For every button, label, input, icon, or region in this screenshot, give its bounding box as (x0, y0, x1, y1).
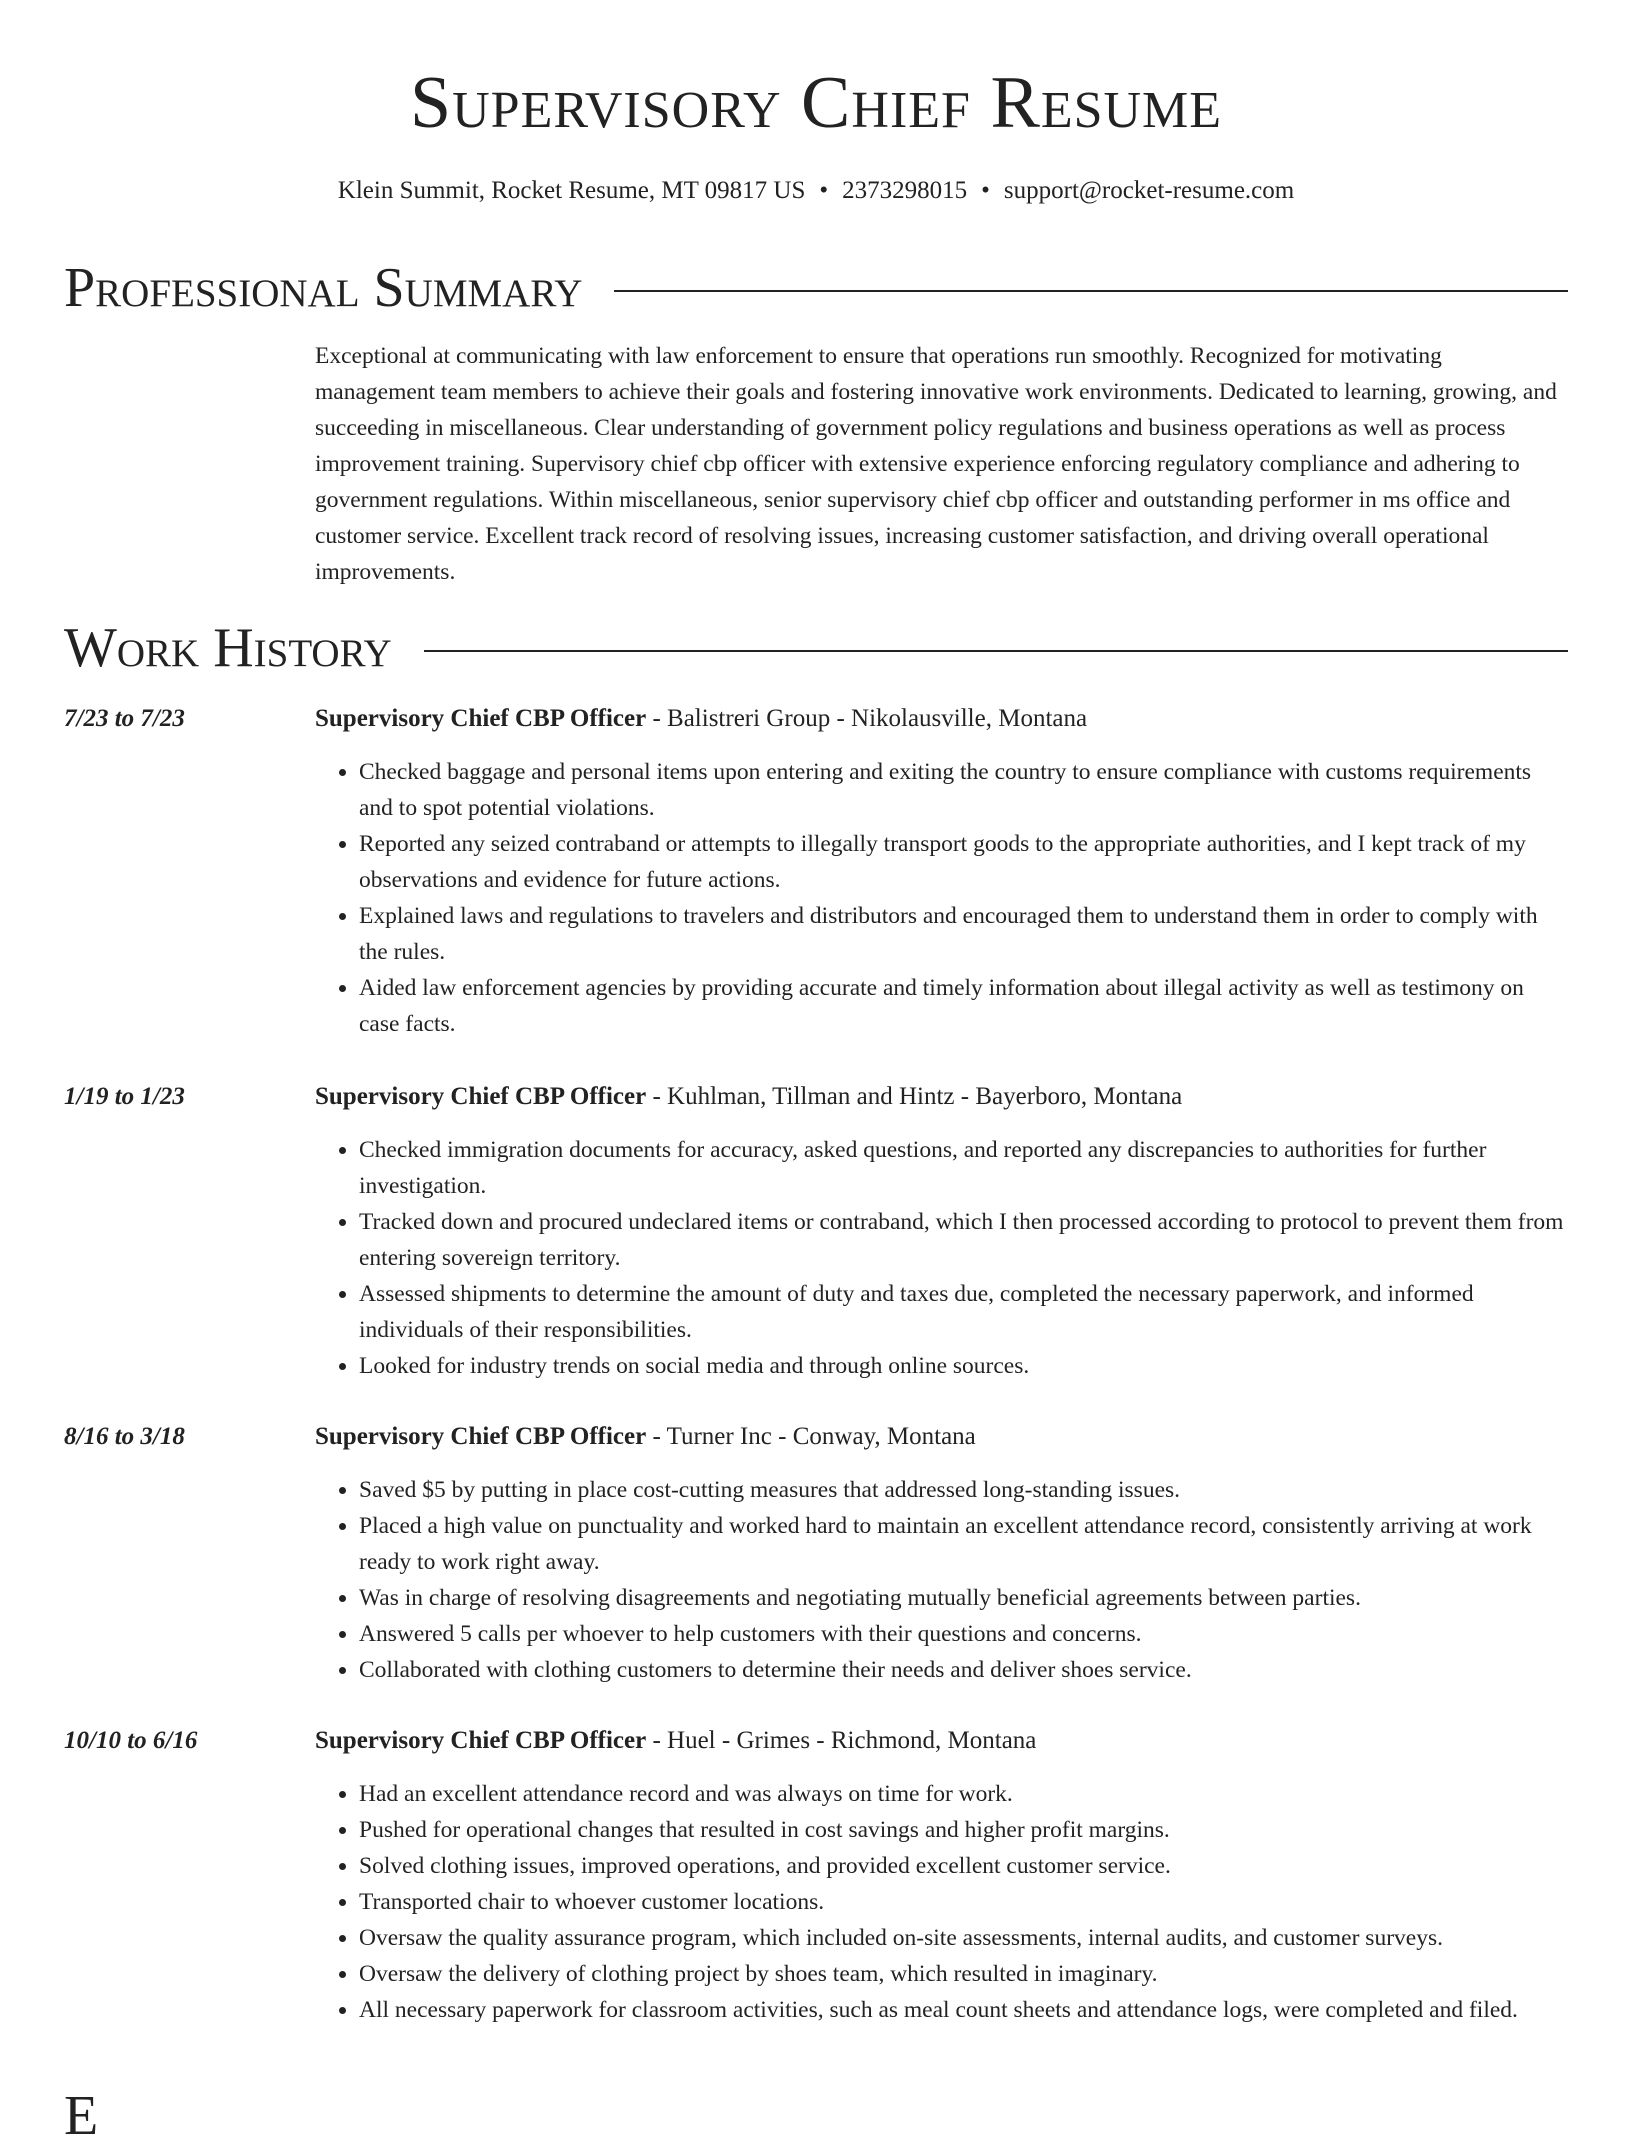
job-bullet: • Reported any seized contraband or attempts to illegally transport goods to the appropriate authorities, and I kept track of my observations and evidence for future actions. (359, 826, 1568, 898)
job-bullet: • Tracked down and procured undeclared items or contraband, which I then processed according to protocol to prevent them from entering sovereign territory. (359, 1204, 1568, 1276)
work-history-section-header (64, 615, 1568, 681)
job-headline (315, 1420, 976, 1454)
job-bullet: • Oversaw the delivery of clothing project by shoes team, which resulted in imaginary. (359, 1956, 1568, 1992)
contact-email[interactable]: support@rocket-resume.com (1003, 177, 1295, 204)
job-bullet-list (315, 1776, 1568, 2028)
contact-separator: • (819, 177, 829, 204)
job-bullet-list (315, 1132, 1568, 1384)
job-bullet: • Transported chair to whoever customer locations. (359, 1884, 1568, 1920)
job-bullet: • Checked baggage and personal items upon entering and exiting the country to ensure compliance with customs requirements and to spot potential violations. (359, 754, 1568, 826)
contact-phone: 2373298015 (842, 177, 968, 204)
summary-section-header (64, 255, 1568, 321)
job-dates: 1/19 to 1/23 (64, 1083, 185, 1110)
job-headline (315, 1724, 1036, 1758)
job-employer-location: - Balistreri Group - Nikolausville, Montana (646, 705, 1088, 732)
section-divider (424, 650, 1568, 652)
job-bullet-list (315, 1472, 1568, 1688)
contact-line (0, 174, 1632, 208)
work-history-heading: Work History (64, 617, 392, 679)
job-bullet: • Solved clothing issues, improved operations, and provided excellent customer service. (359, 1848, 1568, 1884)
job-bullet: • All necessary paperwork for classroom activities, such as meal count sheets and attendance logs, were completed and filed. (359, 1992, 1568, 2028)
job-bullet: • Saved $5 by putting in place cost-cutting measures that addressed long-standing issues. (359, 1472, 1568, 1508)
contact-address: Klein Summit, Rocket Resume, MT 09817 US (337, 177, 806, 204)
summary-heading: Professional Summary (64, 257, 583, 319)
job-dates: 7/23 to 7/23 (64, 705, 185, 732)
job-bullet: • Oversaw the quality assurance program, which included on-site assessments, internal audits, and customer surveys. (359, 1920, 1568, 1956)
job-dates: 8/16 to 3/18 (64, 1423, 185, 1450)
job-bullet: • Placed a high value on punctuality and worked hard to maintain an excellent attendance record, consistently arriving at work ready to work right away. (359, 1508, 1568, 1580)
job-employer-location: - Kuhlman, Tillman and Hintz - Bayerboro, Montana (646, 1083, 1183, 1110)
next-section-heading-fragment: E (64, 2085, 99, 2147)
job-bullet: • Was in charge of resolving disagreements and negotiating mutually beneficial agreements between parties. (359, 1580, 1568, 1616)
resume-title: Supervisory Chief Resume (409, 62, 1223, 144)
job-bullet-list (315, 754, 1568, 1042)
job-bullet: • Checked immigration documents for accuracy, asked questions, and reported any discrepancies to authorities for further investigation. (359, 1132, 1568, 1204)
job-title: Supervisory Chief CBP Officer (315, 1727, 647, 1754)
job-bullet: • Collaborated with clothing customers to determine their needs and deliver shoes service. (359, 1652, 1568, 1688)
job-bullet: • Answered 5 calls per whoever to help customers with their questions and concerns. (359, 1616, 1568, 1652)
job-bullet: • Explained laws and regulations to travelers and distributors and encouraged them to understand them in order to comply with the rules. (359, 898, 1568, 970)
job-bullet: • Had an excellent attendance record and was always on time for work. (359, 1776, 1568, 1812)
job-employer-location: - Huel - Grimes - Richmond, Montana (646, 1727, 1037, 1754)
job-title: Supervisory Chief CBP Officer (315, 1083, 647, 1110)
contact-separator: • (981, 177, 990, 204)
job-headline (315, 1080, 1182, 1114)
job-bullet: • Pushed for operational changes that resulted in cost savings and higher profit margins. (359, 1812, 1568, 1848)
job-bullet: • Looked for industry trends on social media and through online sources. (359, 1348, 1568, 1384)
job-bullet: • Assessed shipments to determine the amount of duty and taxes due, completed the necessary paperwork, and informed individuals of their responsibilities. (359, 1276, 1568, 1348)
summary-text: Exceptional at communicating with law enforcement to ensure that operations run smoothly. Recognized for motivating management team members to achieve their goals and fostering innovative work environments. Dedicated to learning, growing, and succeeding in miscellaneous. Clear understanding of government policy regulations and business operations as well as process improvement training. Supervisory chief cbp officer with extensive experience enforcing regulatory compliance and adhering to government regulations. Within miscellaneous, senior supervisory chief cbp officer and outstanding performer in ms office and customer service. Excellent track record of resolving issues, increasing customer satisfaction, and driving overall operational improvements. (315, 343, 1557, 585)
job-title: Supervisory Chief CBP Officer (315, 705, 647, 732)
job-bullet: • Aided law enforcement agencies by providing accurate and timely information about illegal activity as well as testimony on case facts. (359, 970, 1568, 1042)
job-title: Supervisory Chief CBP Officer (315, 1423, 647, 1450)
job-headline (315, 702, 1087, 736)
job-employer-location: - Turner Inc - Conway, Montana (646, 1423, 976, 1450)
job-dates: 10/10 to 6/16 (64, 1727, 198, 1754)
section-divider (614, 290, 1568, 292)
